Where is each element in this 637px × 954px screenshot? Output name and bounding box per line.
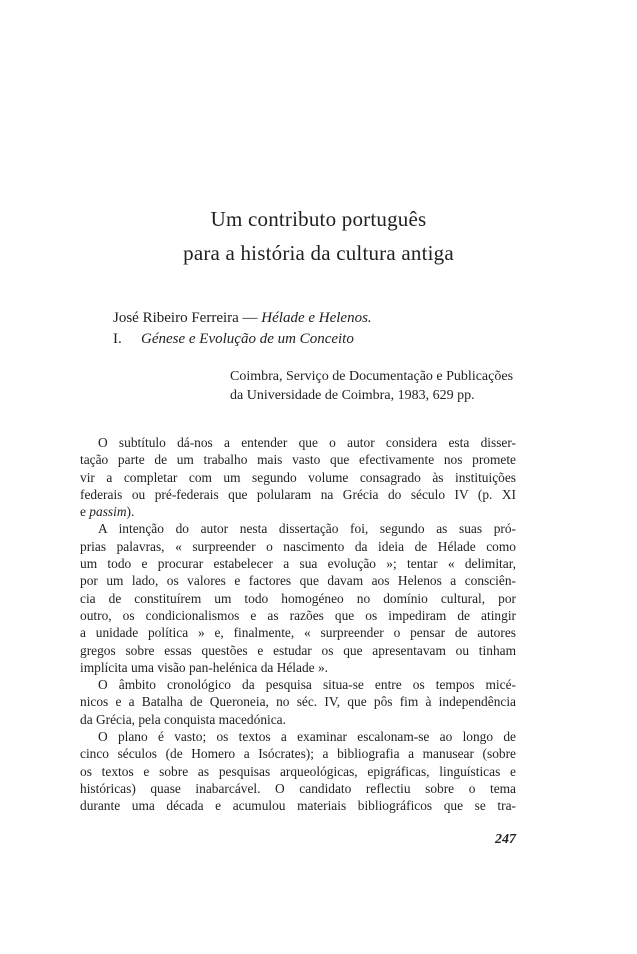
body-line: a unidade política » e, finalmente, « surpreender o pensar de autores	[80, 625, 516, 641]
book-reference-line-1	[113, 308, 372, 328]
body-line: implícita uma visão pan-helénica da Hélade ».	[80, 659, 329, 675]
body-line: federais ou pré-federais que polularam na Grécia do século IV (p. XI	[80, 486, 516, 502]
body-italic-passim: passim	[89, 504, 127, 520]
body-line: vir a completar com um segundo volume consagrado às instituições	[80, 469, 516, 485]
body-line: tação parte de um trabalho mais vasto que efectivamente nos promete	[80, 452, 516, 468]
body-line: por um lado, os valores e factores que davam aos Helenos a consciên-	[80, 573, 516, 589]
body-line: A intenção do autor nesta dissertação foi, segundo as suas pró-	[98, 521, 516, 537]
publication-info-line-1: Coimbra, Serviço de Documentação e Publicações	[230, 369, 514, 384]
review-body	[80, 434, 516, 815]
body-text-fragment: ).	[126, 504, 135, 520]
body-line: O plano é vasto; os textos a examinar escalonam-se ao longo de	[98, 729, 516, 745]
body-line: da Grécia, pela conquista macedónica.	[80, 711, 286, 727]
body-line: os textos e sobre as pesquisas arqueológicas, epigráficas, linguísticas e	[80, 763, 516, 779]
body-line: outro, os condicionalismos e as razões que os impediram de atingir	[80, 607, 516, 623]
body-line: históricas) quase inabarcável. O candidato reflectiu sobre o tema	[80, 780, 516, 796]
book-author: José Ribeiro Ferreira	[113, 310, 239, 326]
body-text-fragment: e	[80, 504, 90, 520]
page-number: 247	[495, 832, 516, 847]
book-reference-line-2	[113, 329, 354, 349]
publication-info-line-2: da Universidade de Coimbra, 1983, 629 pp.	[230, 388, 475, 403]
article-title-line-2: para a história da cultura antiga	[183, 241, 454, 265]
body-line: prias palavras, « surpreender o nascimento da ideia de Hélade como	[80, 538, 516, 554]
volume-number: I.	[113, 331, 122, 347]
reference-dash: —	[238, 310, 262, 326]
body-line: cinco séculos (de Homero a Isócrates); a bibliografia a manusear (sobre	[80, 746, 516, 762]
body-line: durante uma década e acumulou materiais bibliográficos que se tra-	[80, 798, 516, 814]
body-line: cia de constituírem um todo homogéneo no domínio cultural, por	[80, 590, 516, 606]
body-line: O âmbito cronológico da pesquisa situa-se entre os tempos micé-	[98, 677, 516, 693]
body-line: O subtítulo dá-nos a entender que o autor considera esta disser-	[98, 435, 516, 450]
body-line	[80, 503, 516, 520]
body-line: nicos e a Batalha de Queroneia, no séc. IV, que pôs fim à independência	[80, 694, 516, 710]
body-line: gregos sobre essas questões e estudar os que apresentavam ou tinham	[80, 642, 516, 658]
body-line: um todo e procurar estabelecer a sua evolução »; tentar « delimitar,	[80, 556, 516, 572]
article-title-line-1: Um contributo português	[210, 207, 427, 231]
book-subtitle: Génese e Evolução de um Conceito	[141, 331, 354, 347]
book-title: Hélade e Helenos.	[261, 310, 372, 326]
